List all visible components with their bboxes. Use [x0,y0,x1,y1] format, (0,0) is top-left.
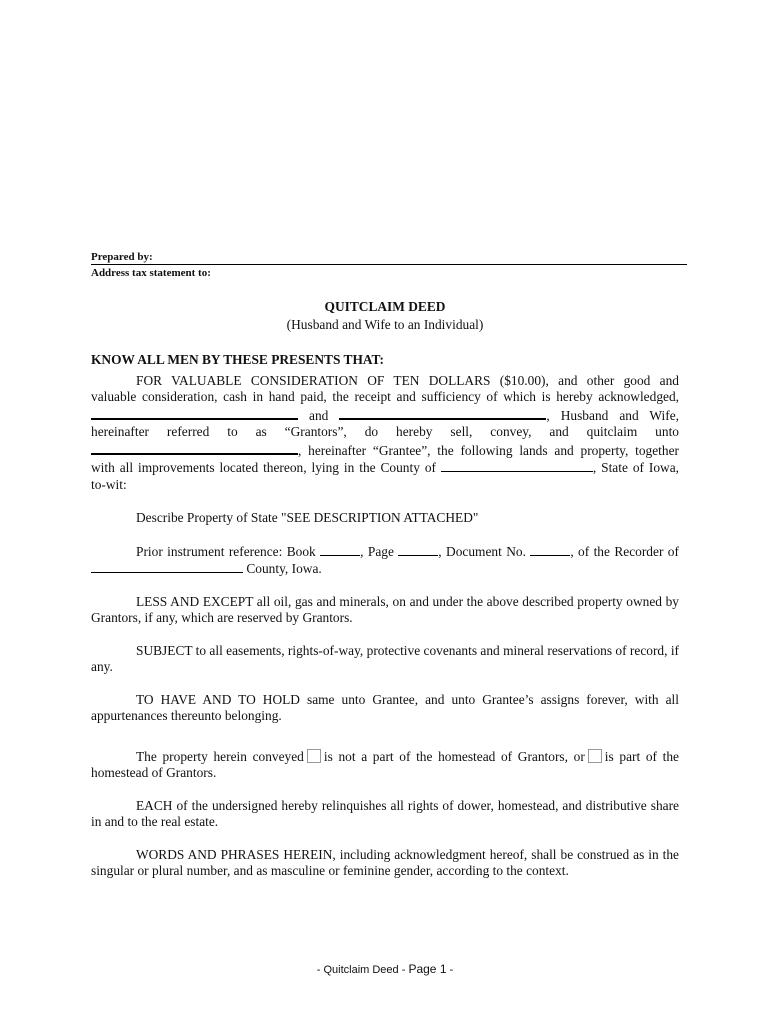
footer-dash: - [446,964,454,976]
para1-towit: to-wit: [91,476,127,492]
para1-line1: FOR VALUABLE CONSIDERATION OF TEN DOLLARS ($10.00), and other good and [136,372,679,388]
homestead-paragraph [91,749,679,782]
para1-husband-wife: , Husband and Wife, [546,407,679,423]
words-paragraph: WORDS AND PHRASES HEREIN, including acknowledgment hereof, shall be construed as in the singular or plural number, and as masculine or feminine gender, according to the context. [91,846,679,878]
county-blank[interactable] [441,459,593,472]
para1-county-post: , State of Iowa, [592,460,679,475]
prepared-by-label: Prepared by: [91,251,153,263]
grantee-blank[interactable] [91,441,298,455]
book-blank[interactable] [320,543,360,556]
recorder-county-blank[interactable] [91,560,243,573]
page-blank[interactable] [398,543,438,556]
homestead-mid: is not a part of the homestead of Grantors, or [323,748,585,764]
document-blank[interactable] [530,543,570,556]
para1-and: and [309,407,329,423]
prior-county: County, Iowa. [246,561,322,576]
to-have-paragraph: TO HAVE AND TO HOLD same unto Grantee, and unto Grantee’s assigns forever, with all appurtenances thereunto belonging. [91,691,679,723]
subject-paragraph: SUBJECT to all easements, rights-of-way, protective covenants and mineral reservations of record, if any. [91,642,679,674]
header-rule [91,264,687,265]
deed-page [91,250,679,880]
footer-doc-name: - Quitclaim Deed - [316,964,409,976]
homestead-line2: homestead of Grantors. [91,765,217,780]
prior-recorder: , of the Recorder of [570,543,679,559]
consideration-paragraph [91,373,679,494]
not-homestead-checkbox[interactable] [307,749,321,763]
para1-county-pre: with all improvements located thereon, lying in the County of [91,460,436,475]
homestead-post: is part of the [604,748,679,764]
less-except-paragraph: LESS AND EXCEPT all oil, gas and minerals, on and under the above described property owned by Grantors, if any, which are reserved by Grantors. [91,593,679,625]
prior-instrument-paragraph [91,543,679,578]
homestead-pre: The property herein conveyed [136,748,304,764]
know-all-heading: KNOW ALL MEN BY THESE PRESENTS THAT: [91,352,384,367]
page-footer [0,962,770,976]
is-homestead-checkbox[interactable] [588,749,602,763]
grantor1-blank[interactable] [91,406,298,420]
prior-doc: , Document No. [438,543,526,559]
grantor2-blank[interactable] [339,406,546,420]
deed-title: QUITCLAIM DEED [324,299,446,314]
address-tax-label: Address tax statement to: [91,267,211,279]
describe-property: Describe Property of State "SEE DESCRIPTION ATTACHED" [136,510,479,525]
prior-pre: Prior instrument reference: Book [136,543,316,559]
deed-subtitle: (Husband and Wife to an Individual) [286,316,484,332]
para1-grantee: , hereinafter “Grantee”, the following lands and property, together [298,442,679,458]
each-paragraph: EACH of the undersigned hereby relinquishes all rights of dower, homestead, and distributive share in and to the real estate. [91,797,679,829]
para1-line4: hereinafter referred to as “Grantors”, do hereby sell, convey, and quitclaim unto [91,424,679,439]
para1-line2: valuable consideration, cash in hand paid, the receipt and sufficiency of which is hereby acknowledged, [91,389,679,404]
footer-page-number: Page 1 [408,962,447,976]
prior-page: , Page [360,543,394,559]
